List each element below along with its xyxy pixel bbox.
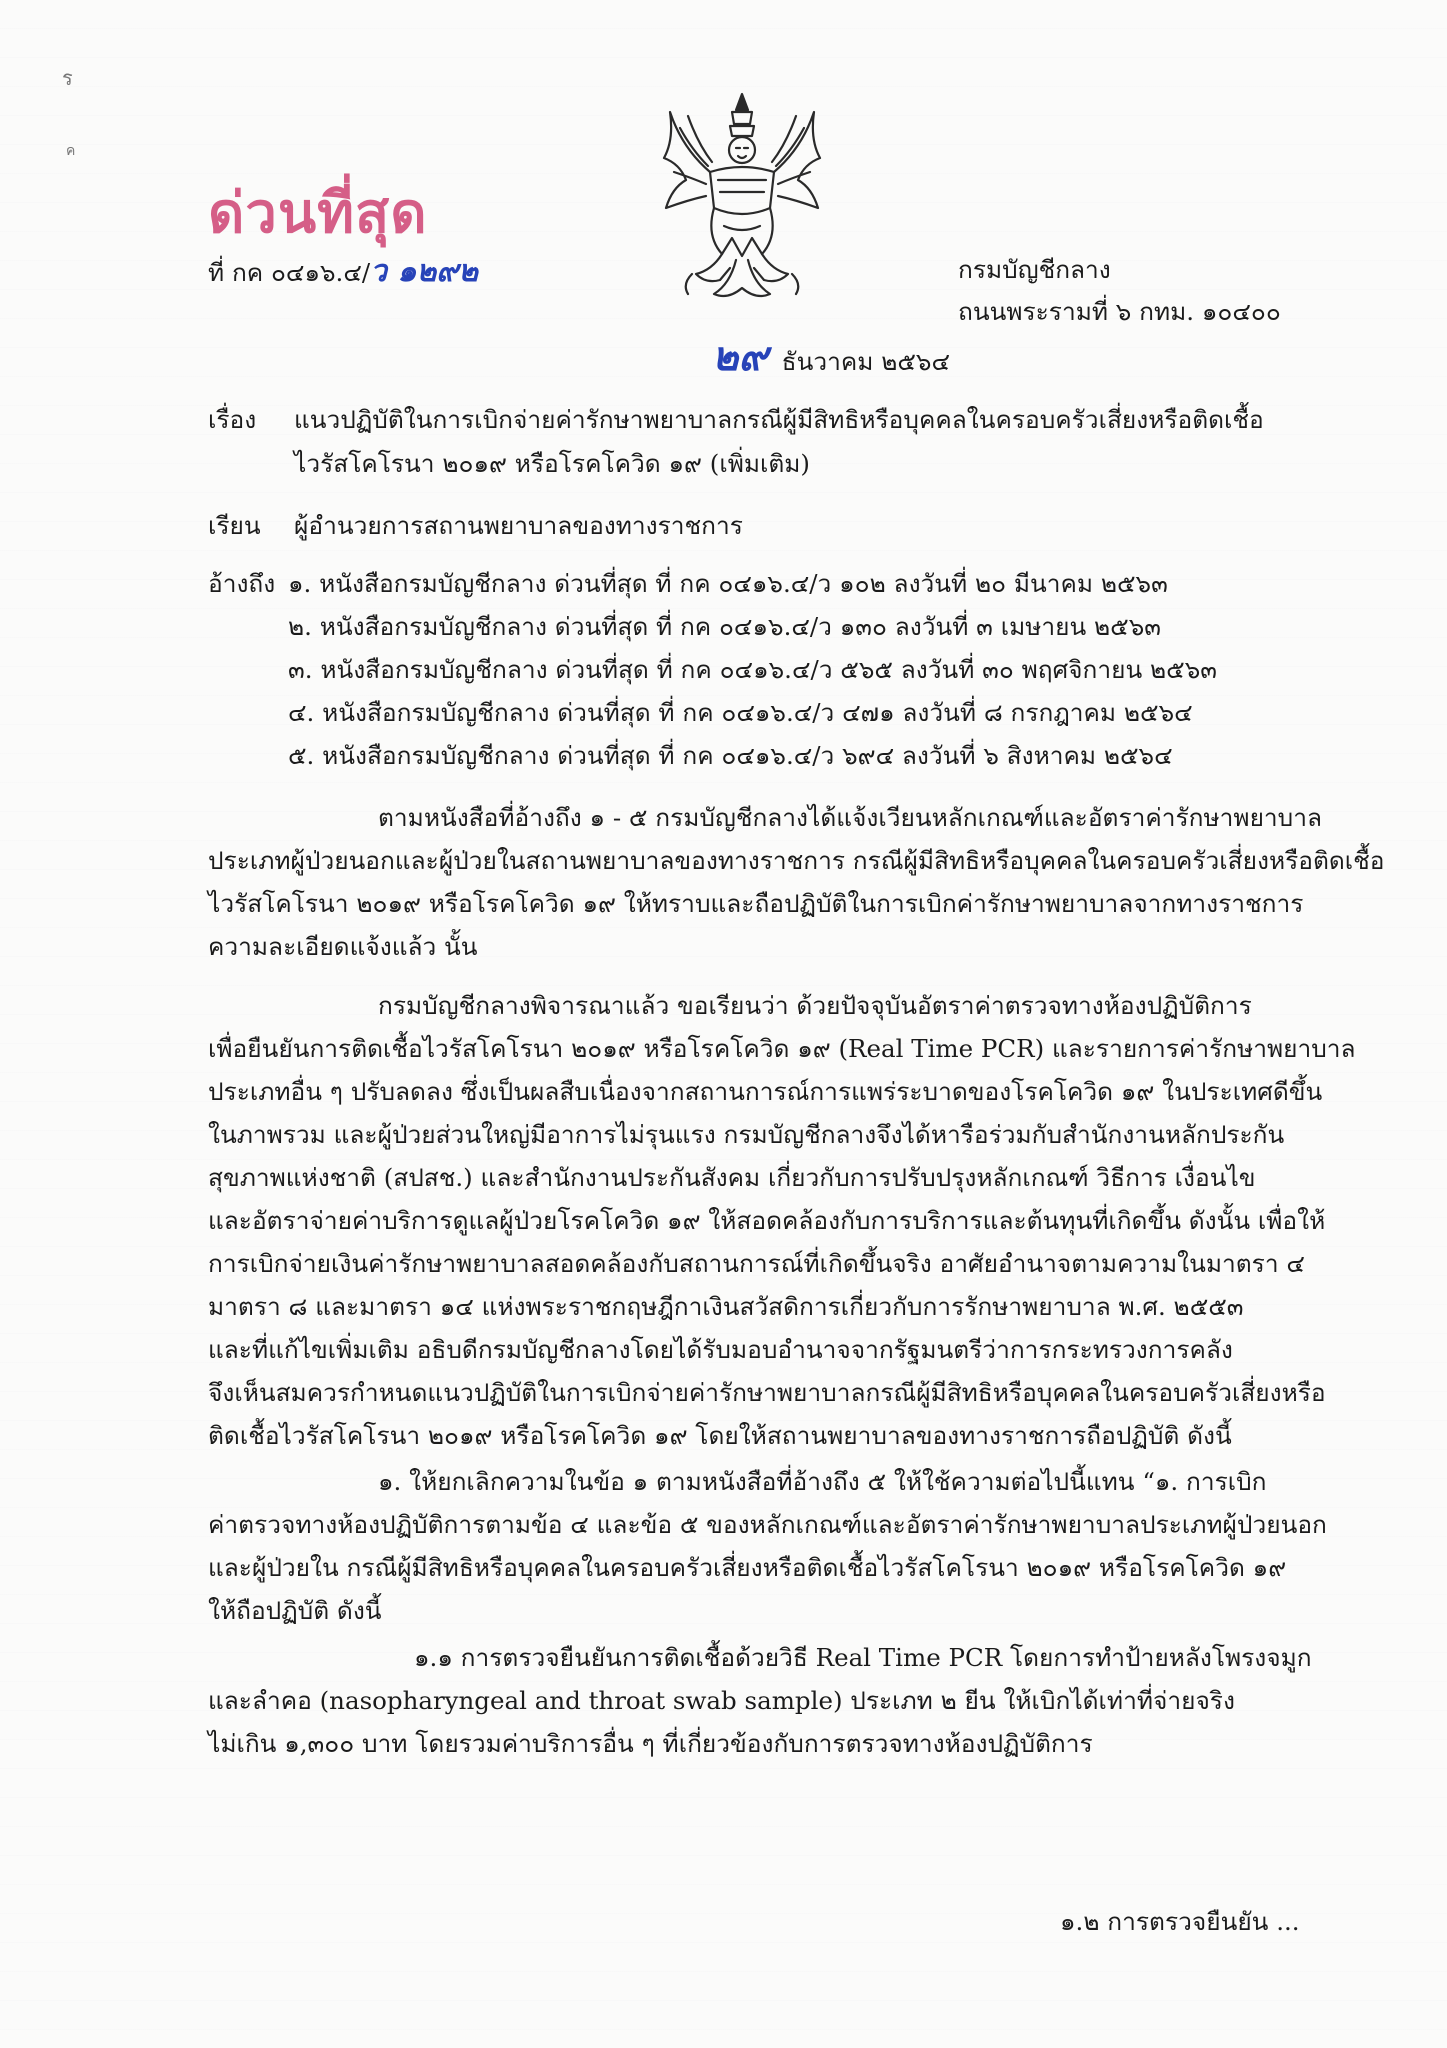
paragraph-line: ประเภทอื่น ๆ ปรับลดลง ซึ่งเป็นผลสืบเนื่องจากสถานการณ์การแพร่ระบาดของโรคโควิด ๑๙ ในประเทศดีขึ้น xyxy=(208,1077,1323,1106)
paragraph-line: และลำคอ (nasopharyngeal and throat swab sample) ประเภท ๒ ยีน ให้เบิกได้เท่าที่จ่ายจริง xyxy=(208,1686,1235,1715)
paragraph-line: สุขภาพแห่งชาติ (สปสช.) และสำนักงานประกันสังคม เกี่ยวกับการปรับปรุงหลักเกณฑ์ วิธีการ เงื่อนไข xyxy=(208,1163,1256,1192)
paragraph-line: และที่แก้ไขเพิ่มเติม อธิบดีกรมบัญชีกลางโดยได้รับมอบอำนาจจากรัฐมนตรีว่าการกระทรวงการคลัง xyxy=(208,1335,1233,1364)
references-label: อ้างถึง xyxy=(208,569,276,598)
paragraph-line: ติดเชื้อไวรัสโคโรนา ๒๐๑๙ หรือโรคโควิด ๑๙ โดยให้สถานพยาบาลของทางราชการถือปฏิบัติ ดังนี้ xyxy=(208,1421,1232,1450)
paragraph-line: และอัตราจ่ายค่าบริการดูแลผู้ป่วยโรคโควิด ๑๙ ให้สอดคล้องกับการบริการและต้นทุนที่เกิดขึ้น ดังนั้น เพื่อให้ xyxy=(208,1206,1326,1235)
addressee-label: เรียน xyxy=(208,511,261,540)
paragraph-line: ประเภทผู้ป่วยนอกและผู้ป่วยในสถานพยาบาลของทางราชการ กรณีผู้มีสิทธิหรือบุคคลในครอบครัวเสี่ยงหรือติดเชื้อ xyxy=(208,846,1385,875)
organization-name: กรมบัญชีกลาง xyxy=(958,255,1111,284)
paragraph-line: ๑.๑ การตรวจยืนยันการติดเชื้อด้วยวิธี Real Time PCR โดยการทำป้ายหลังโพรงจมูก xyxy=(414,1643,1312,1672)
reference-item: ๓. หนังสือกรมบัญชีกลาง ด่วนที่สุด ที่ กค ๐๔๑๖.๔/ว ๕๖๕ ลงวันที่ ๓๐ พฤศจิกายน ๒๕๖๓ xyxy=(288,655,1218,684)
addressee-text: ผู้อำนวยการสถานพยาบาลของทางราชการ xyxy=(294,511,743,540)
paragraph-line: ๑. ให้ยกเลิกความในข้อ ๑ ตามหนังสือที่อ้างถึง ๕ ให้ใช้ความต่อไปนี้แทน “๑. การเบิก xyxy=(378,1467,1267,1496)
margin-mark: ค xyxy=(66,143,76,159)
paragraph-line: ในภาพรวม และผู้ป่วยส่วนใหญ่มีอาการไม่รุนแรง กรมบัญชีกลางจึงได้หารือร่วมกับสำนักงานหลักประกัน xyxy=(208,1120,1285,1149)
paragraph-line: ไวรัสโคโรนา ๒๐๑๙ หรือโรคโควิด ๑๙ ให้ทราบและถือปฏิบัติในการเบิกค่ารักษาพยาบาลจากทางราชการ xyxy=(208,889,1304,918)
paragraph-line: การเบิกจ่ายเงินค่ารักษาพยาบาลสอดคล้องกับสถานการณ์ที่เกิดขึ้นจริง อาศัยอำนาจตามความในมาตรา ๔ xyxy=(208,1249,1305,1278)
reference-item: ๔. หนังสือกรมบัญชีกลาง ด่วนที่สุด ที่ กค ๐๔๑๖.๔/ว ๔๗๑ ลงวันที่ ๘ กรกฎาคม ๒๕๖๔ xyxy=(288,698,1193,727)
reference-item: ๒. หนังสือกรมบัญชีกลาง ด่วนที่สุด ที่ กค ๐๔๑๖.๔/ว ๑๓๐ ลงวันที่ ๓ เมษายน ๒๕๖๓ xyxy=(288,612,1162,641)
urgent-stamp: ด่วนที่สุด xyxy=(208,181,428,246)
paragraph-line: ไม่เกิน ๑,๓๐๐ บาท โดยรวมค่าบริการอื่น ๆ ที่เกี่ยวข้องกับการตรวจทางห้องปฏิบัติการ xyxy=(208,1729,1093,1758)
paragraph-line: ความละเอียดแจ้งแล้ว นั้น xyxy=(208,932,478,961)
date-month-year: ธันวาคม ๒๕๖๔ xyxy=(781,347,951,376)
document-date xyxy=(712,336,950,383)
date-day-handwritten: ๒๙ xyxy=(712,334,768,380)
subject-line: ไวรัสโคโรนา ๒๐๑๙ หรือโรคโควิด ๑๙ (เพิ่มเติม) xyxy=(294,449,810,478)
document-number-handwritten: ว ๑๒๙๒ xyxy=(370,254,478,289)
subject-label: เรื่อง xyxy=(208,405,257,434)
reference-item: ๑. หนังสือกรมบัญชีกลาง ด่วนที่สุด ที่ กค ๐๔๑๖.๔/ว ๑๐๒ ลงวันที่ ๒๐ มีนาคม ๒๕๖๓ xyxy=(288,569,1168,598)
organization-address: ถนนพระรามที่ ๖ กทม. ๑๐๔๐๐ xyxy=(958,297,1281,326)
document-number xyxy=(208,248,478,295)
paragraph-line: ให้ถือปฏิบัติ ดังนี้ xyxy=(208,1596,382,1625)
paragraph-line: กรมบัญชีกลางพิจารณาแล้ว ขอเรียนว่า ด้วยปัจจุบันอัตราค่าตรวจทางห้องปฏิบัติการ xyxy=(378,991,1252,1020)
paragraph-line: เพื่อยืนยันการติดเชื้อไวรัสโคโรนา ๒๐๑๙ หรือโรคโควิด ๑๙ (Real Time PCR) และรายการค่ารักษาพยาบาล xyxy=(208,1034,1356,1063)
subject-line: แนวปฏิบัติในการเบิกจ่ายค่ารักษาพยาบาลกรณีผู้มีสิทธิหรือบุคคลในครอบครัวเสี่ยงหรือติดเชื้อ xyxy=(294,405,1264,434)
margin-mark: ร xyxy=(62,66,73,90)
paragraph-line: จึงเห็นสมควรกำหนดแนวปฏิบัติในการเบิกจ่ายค่ารักษาพยาบาลกรณีผู้มีสิทธิหรือบุคคลในครอบครัวเสี่ยงหรือ xyxy=(208,1378,1326,1407)
paragraph-line: มาตรา ๘ และมาตรา ๑๔ แห่งพระราชกฤษฎีกาเงินสวัสดิการเกี่ยวกับการรักษาพยาบาล พ.ศ. ๒๕๕๓ xyxy=(208,1292,1244,1321)
paragraph-line: ค่าตรวจทางห้องปฏิบัติการตามข้อ ๔ และข้อ ๕ ของหลักเกณฑ์และอัตราค่ารักษาพยาบาลประเภทผู้ป่วยนอก xyxy=(208,1510,1327,1539)
paragraph-line: และผู้ป่วยใน กรณีผู้มีสิทธิหรือบุคคลในครอบครัวเสี่ยงหรือติดเชื้อไวรัสโคโรนา ๒๐๑๙ หรือโรคโควิด ๑๙ xyxy=(208,1553,1287,1582)
reference-item: ๕. หนังสือกรมบัญชีกลาง ด่วนที่สุด ที่ กค ๐๔๑๖.๔/ว ๖๙๔ ลงวันที่ ๖ สิงหาคม ๒๕๖๔ xyxy=(288,741,1173,770)
paragraph-line: ตามหนังสือที่อ้างถึง ๑ - ๕ กรมบัญชีกลางได้แจ้งเวียนหลักเกณฑ์และอัตราค่ารักษาพยาบาล xyxy=(378,803,1323,832)
garuda-emblem-icon xyxy=(652,88,832,308)
page-continuation: ๑.๒ การตรวจยืนยัน ... xyxy=(1060,1907,1300,1936)
document-number-prefix: ที่ กค ๐๔๑๖.๔/ xyxy=(208,258,371,287)
